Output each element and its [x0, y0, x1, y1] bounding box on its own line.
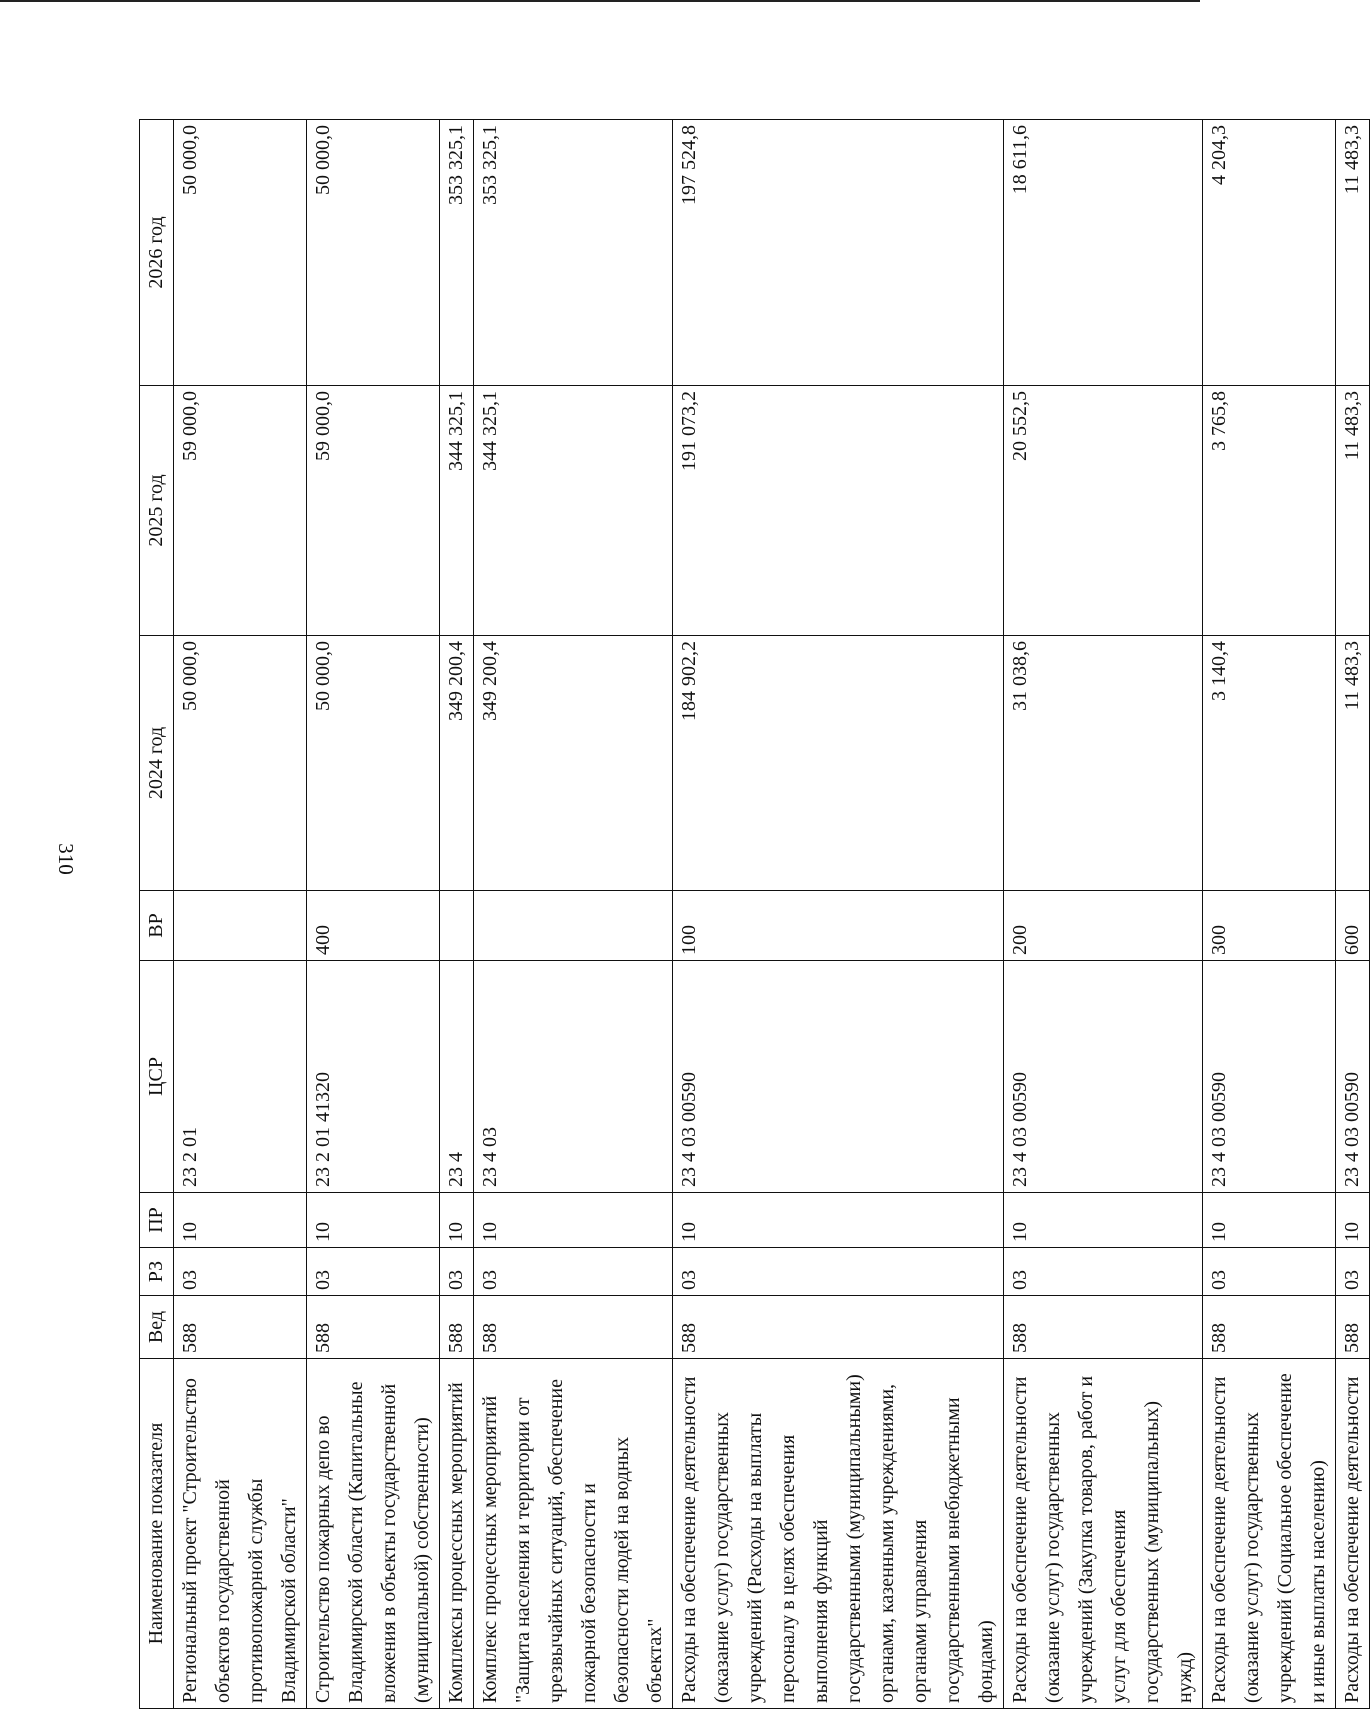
header-vr: ВР — [140, 891, 174, 961]
cell-vr: 400 — [307, 891, 440, 961]
header-2024: 2024 год — [140, 636, 174, 891]
cell-2025: 59 000,0 — [174, 386, 307, 636]
cell-csr: 23 4 03 00590 — [1203, 961, 1336, 1193]
cell-2025: 59 000,0 — [307, 386, 440, 636]
cell-2025: 20 552,5 — [1004, 386, 1203, 636]
cell-pr: 10 — [174, 1193, 307, 1248]
cell-2026: 50 000,0 — [307, 120, 440, 386]
cell-vr — [174, 891, 307, 961]
cell-2024: 3 140,4 — [1203, 636, 1336, 891]
header-csr: ЦСР — [140, 961, 174, 1193]
table-row — [440, 120, 474, 1709]
cell-pr: 10 — [1004, 1193, 1203, 1248]
table-row — [673, 120, 1004, 1709]
cell-rz: 03 — [174, 1248, 307, 1296]
cell-2026: 11 483,3 — [1336, 120, 1370, 386]
cell-2025: 344 325,1 — [440, 386, 474, 636]
cell-ved: 588 — [673, 1296, 1004, 1359]
header-ved: Вед — [140, 1296, 174, 1359]
cell-ved: 588 — [1203, 1296, 1336, 1359]
header-pr: ПР — [140, 1193, 174, 1248]
cell-pr: 10 — [307, 1193, 440, 1248]
cell-2026: 353 325,1 — [440, 120, 474, 386]
cell-pr: 10 — [1336, 1193, 1370, 1248]
cell-rz: 03 — [1203, 1248, 1336, 1296]
cell-2024: 50 000,0 — [307, 636, 440, 891]
cell-vr: 600 — [1336, 891, 1370, 961]
cell-2025: 344 325,1 — [474, 386, 673, 636]
cell-vr — [440, 891, 474, 961]
cell-name: Комплексы процессных мероприятий — [440, 1359, 474, 1709]
table-row — [474, 120, 673, 1709]
cell-rz: 03 — [673, 1248, 1004, 1296]
cell-2025: 11 483,3 — [1336, 386, 1370, 636]
header-rz: РЗ — [140, 1248, 174, 1296]
cell-name: Расходы на обеспечение деятельности (оказание услуг) государственных учреждений (Расходы на выплаты персоналу в целях обеспечения выполнения функций государственными (муниципальными) органами, казенными учреждениями, органами управления государственными внебюджетными фондами) — [673, 1359, 1004, 1709]
cell-pr: 10 — [1203, 1193, 1336, 1248]
cell-2024: 349 200,4 — [440, 636, 474, 891]
cell-name: Расходы на обеспечение деятельности — [1336, 1359, 1370, 1709]
cell-2026: 50 000,0 — [174, 120, 307, 386]
cell-vr — [474, 891, 673, 961]
cell-csr: 23 4 03 00590 — [1336, 961, 1370, 1193]
scan-top-edge — [0, 0, 1200, 2]
cell-pr: 10 — [673, 1193, 1004, 1248]
cell-ved: 588 — [440, 1296, 474, 1359]
cell-csr: 23 2 01 — [174, 961, 307, 1193]
cell-name: Расходы на обеспечение деятельности (оказание услуг) государственных учреждений (Закупка товаров, работ и услуг для обеспечения государственных (муниципальных) нужд) — [1004, 1359, 1203, 1709]
cell-name: Расходы на обеспечение деятельности (оказание услуг) государственных учреждений (Социальное обеспечение и иные выплаты населению) — [1203, 1359, 1336, 1709]
cell-2026: 4 204,3 — [1203, 120, 1336, 386]
cell-name: Региональный проект "Строительство объектов государственной противопожарной службы Владимирской области" — [174, 1359, 307, 1709]
cell-name: Комплекс процессных мероприятий "Защита населения и территории от чрезвычайных ситуаций, обеспечение пожарной безопасности и безопасности людей на водных объектах" — [474, 1359, 673, 1709]
cell-2025: 3 765,8 — [1203, 386, 1336, 636]
cell-rz: 03 — [1004, 1248, 1203, 1296]
header-2026: 2026 год — [140, 120, 174, 386]
cell-csr: 23 4 03 00590 — [673, 961, 1004, 1193]
table-header-row — [140, 120, 174, 1709]
cell-2024: 31 038,6 — [1004, 636, 1203, 891]
cell-2024: 50 000,0 — [174, 636, 307, 891]
budget-table — [139, 119, 1370, 1709]
cell-2026: 18 611,6 — [1004, 120, 1203, 386]
cell-2026: 197 524,8 — [673, 120, 1004, 386]
table-row — [1004, 120, 1203, 1709]
cell-pr: 10 — [440, 1193, 474, 1248]
cell-ved: 588 — [307, 1296, 440, 1359]
cell-csr: 23 2 01 41320 — [307, 961, 440, 1193]
cell-rz: 03 — [307, 1248, 440, 1296]
cell-csr: 23 4 — [440, 961, 474, 1193]
cell-2025: 191 073,2 — [673, 386, 1004, 636]
cell-ved: 588 — [1004, 1296, 1203, 1359]
cell-2024: 184 902,2 — [673, 636, 1004, 891]
cell-2024: 349 200,4 — [474, 636, 673, 891]
cell-vr: 100 — [673, 891, 1004, 961]
cell-ved: 588 — [1336, 1296, 1370, 1359]
table-row — [1336, 120, 1370, 1709]
table-row — [307, 120, 440, 1709]
cell-rz: 03 — [1336, 1248, 1370, 1296]
cell-vr: 200 — [1004, 891, 1203, 961]
cell-rz: 03 — [474, 1248, 673, 1296]
cell-ved: 588 — [174, 1296, 307, 1359]
header-2025: 2025 год — [140, 386, 174, 636]
cell-csr: 23 4 03 — [474, 961, 673, 1193]
cell-ved: 588 — [474, 1296, 673, 1359]
page-number: 310 — [54, 843, 78, 875]
cell-pr: 10 — [474, 1193, 673, 1248]
cell-vr: 300 — [1203, 891, 1336, 961]
table-row — [174, 120, 307, 1709]
table-row — [1203, 120, 1336, 1709]
cell-csr: 23 4 03 00590 — [1004, 961, 1203, 1193]
cell-name: Строительство пожарных депо во Владимирской области (Капитальные вложения в объекты государственной (муниципальной) собственности) — [307, 1359, 440, 1709]
cell-2026: 353 325,1 — [474, 120, 673, 386]
rotated-page-content — [139, 120, 1363, 1709]
cell-rz: 03 — [440, 1248, 474, 1296]
header-name: Наименование показателя — [140, 1359, 174, 1709]
cell-2024: 11 483,3 — [1336, 636, 1370, 891]
